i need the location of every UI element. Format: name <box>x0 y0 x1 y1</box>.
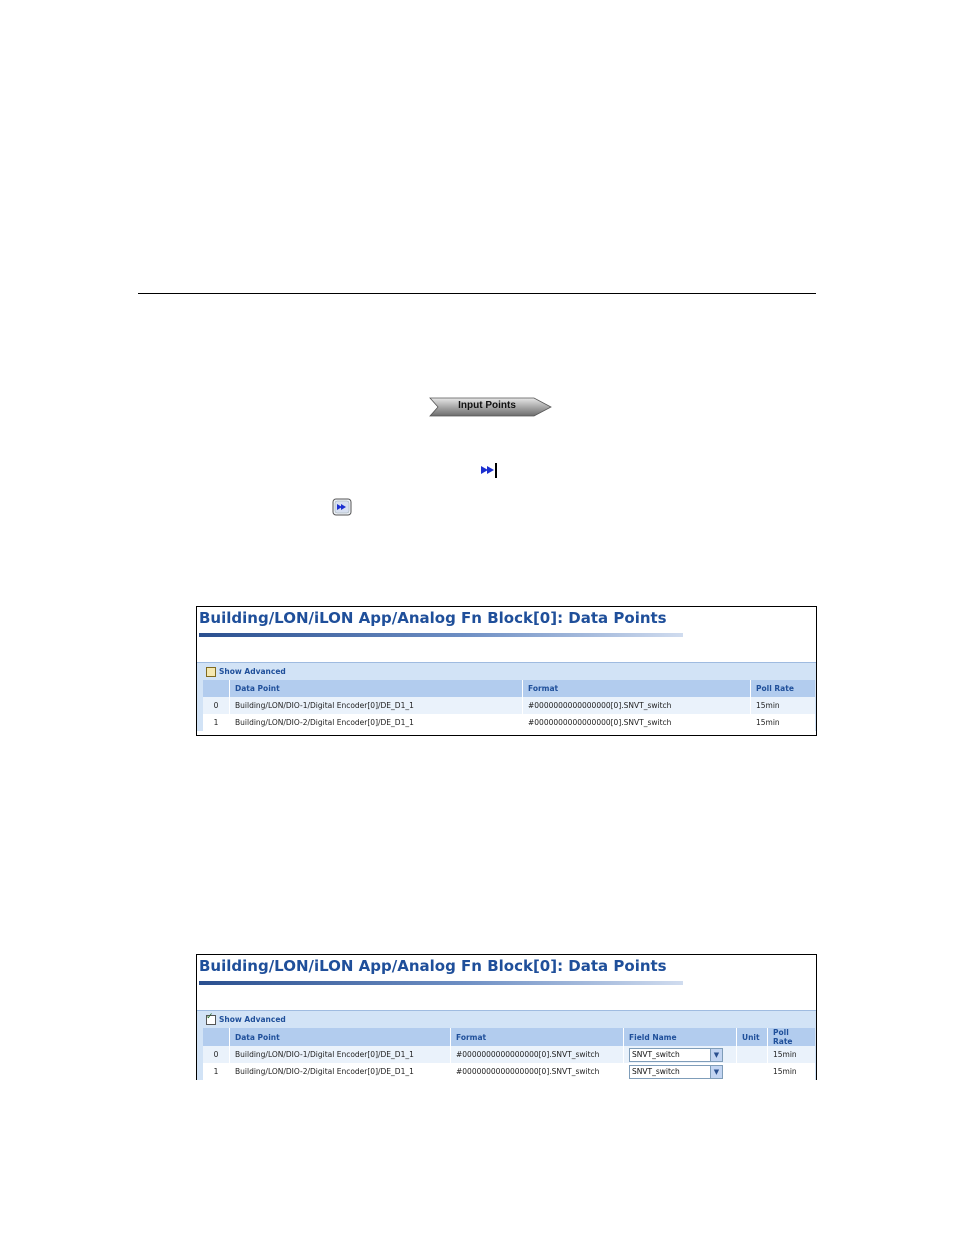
show-advanced-checkbox[interactable] <box>206 667 216 677</box>
data-points-table <box>203 680 815 731</box>
col-field-name-header[interactable]: Field Name <box>623 1028 736 1046</box>
table-header-row <box>203 1028 815 1046</box>
show-advanced-label[interactable]: Show Advanced <box>219 1015 286 1024</box>
row-data-point[interactable]: Building/LON/DIO-2/Digital Encoder[0]/DE_D1_1 <box>229 1063 450 1080</box>
col-index-header <box>203 680 229 697</box>
double-arrow-bar-icon <box>480 461 498 479</box>
table-row[interactable] <box>203 1046 815 1063</box>
field-name-value: SNVT_switch <box>632 1066 680 1076</box>
panel-title: Building/LON/iLON App/Analog Fn Block[0]: Data Points <box>199 609 667 627</box>
row-data-point[interactable]: Building/LON/DIO-2/Digital Encoder[0]/DE_D1_1 <box>229 714 522 731</box>
field-name-select[interactable] <box>629 1048 723 1062</box>
row-field-name-cell <box>623 1063 736 1080</box>
row-index: 1 <box>203 1063 229 1080</box>
row-poll-rate: 15min <box>767 1063 815 1080</box>
col-poll-rate-header[interactable]: Poll Rate <box>750 680 815 697</box>
field-name-value: SNVT_switch <box>632 1049 680 1059</box>
input-points-button[interactable] <box>428 397 552 417</box>
double-arrow-button-icon[interactable] <box>332 498 352 516</box>
row-index: 1 <box>203 714 229 731</box>
row-poll-rate: 15min <box>750 697 815 714</box>
show-advanced-checkbox[interactable] <box>206 1015 216 1025</box>
row-field-name-cell <box>623 1046 736 1063</box>
col-format-header[interactable]: Format <box>522 680 750 697</box>
table-row[interactable] <box>203 1063 815 1080</box>
col-unit-header[interactable]: Unit <box>736 1028 767 1046</box>
data-points-panel-advanced <box>196 954 817 1080</box>
row-data-point[interactable]: Building/LON/DIO-1/Digital Encoder[0]/DE_D1_1 <box>229 697 522 714</box>
col-data-point-header[interactable]: Data Point <box>229 680 522 697</box>
show-advanced-label[interactable]: Show Advanced <box>219 667 286 676</box>
row-unit <box>736 1063 767 1080</box>
panel-body <box>197 662 816 731</box>
title-underline <box>199 633 683 637</box>
row-format: #0000000000000000[0].SNVT_switch <box>522 714 750 731</box>
row-format: #0000000000000000[0].SNVT_switch <box>450 1046 623 1063</box>
panel-body <box>197 1010 816 1080</box>
chevron-down-icon[interactable]: ▼ <box>710 1049 722 1061</box>
data-points-panel-basic <box>196 606 817 736</box>
title-underline <box>199 981 683 985</box>
input-points-label: Input Points <box>458 400 516 411</box>
row-poll-rate: 15min <box>767 1046 815 1063</box>
show-advanced-row <box>197 663 816 680</box>
table-row[interactable] <box>203 714 815 731</box>
row-format: #0000000000000000[0].SNVT_switch <box>450 1063 623 1080</box>
row-poll-rate: 15min <box>750 714 815 731</box>
chevron-down-icon[interactable]: ▼ <box>710 1066 722 1078</box>
col-format-header[interactable]: Format <box>450 1028 623 1046</box>
row-index: 0 <box>203 1046 229 1063</box>
panel-title: Building/LON/iLON App/Analog Fn Block[0]: Data Points <box>199 957 667 975</box>
col-poll-rate-header[interactable]: Poll Rate <box>767 1028 815 1046</box>
show-advanced-row <box>197 1011 816 1028</box>
row-format: #0000000000000000[0].SNVT_switch <box>522 697 750 714</box>
row-index: 0 <box>203 697 229 714</box>
col-data-point-header[interactable]: Data Point <box>229 1028 450 1046</box>
field-name-select[interactable] <box>629 1065 723 1079</box>
table-header-row <box>203 680 815 697</box>
horizontal-rule <box>138 293 816 294</box>
row-data-point[interactable]: Building/LON/DIO-1/Digital Encoder[0]/DE_D1_1 <box>229 1046 450 1063</box>
data-points-table <box>203 1028 815 1080</box>
table-row[interactable] <box>203 697 815 714</box>
row-unit <box>736 1046 767 1063</box>
col-index-header <box>203 1028 229 1046</box>
